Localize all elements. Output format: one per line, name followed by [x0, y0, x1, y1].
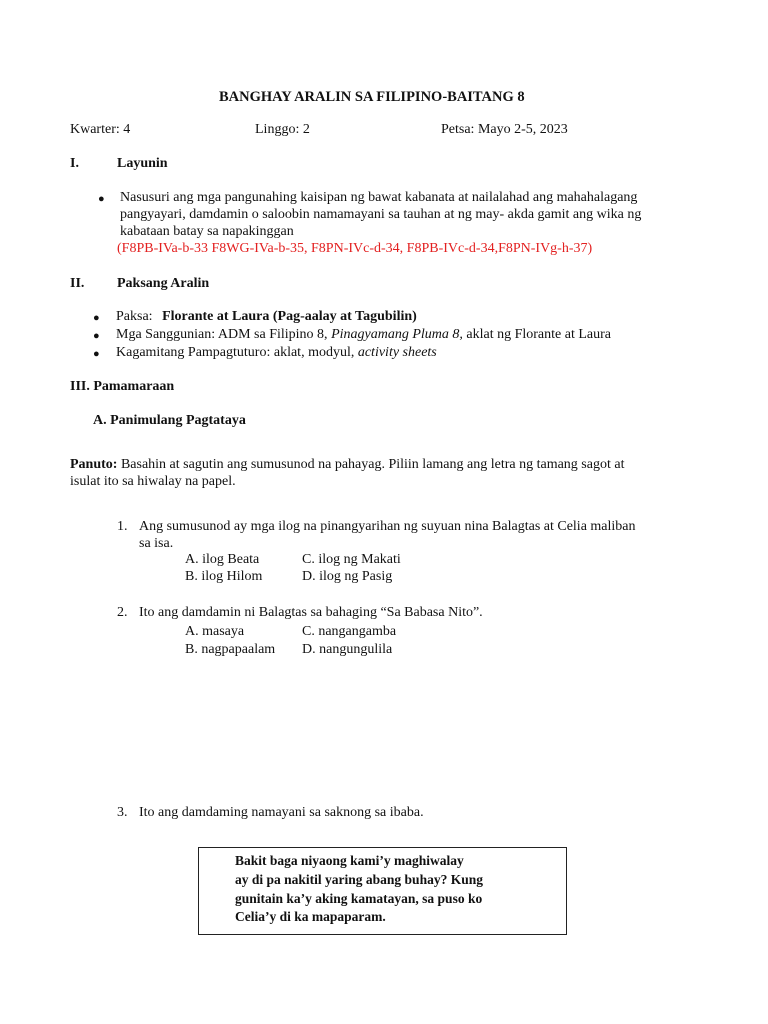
question-3-number: 3.: [117, 805, 128, 820]
poem-line-1: Bakit baga niyaong kami’y maghiwalay: [235, 853, 464, 868]
paksa-label: Paksa:: [116, 309, 153, 324]
paksa-value: Florante at Laura (Pag-aalay at Tagubilin): [162, 309, 417, 324]
poem-line-2: ay di pa nakitil yaring abang buhay? Kung: [235, 872, 483, 887]
question-1-text: Ang sumusunod ay mga ilog na pinangyarihan ng suyuan nina Balagtas at Celia maliban: [139, 519, 636, 534]
bullet-icon: ●: [93, 312, 100, 324]
q2-choice-d: D. nangungulila: [302, 642, 393, 657]
section-2-heading: Paksang Aralin: [117, 276, 210, 291]
poem-line-3: gunitain ka’y aking kamatayan, sa puso ko: [235, 891, 483, 906]
q1-choice-b: B. ilog Hilom: [185, 569, 263, 584]
competency-codes: (F8PB-IVa-b-33 F8WG-IVa-b-35, F8PN-IVc-d-34, F8PB-IVc-d-34,F8PN-IVg-h-37): [117, 241, 593, 256]
question-1-text-cont: sa isa.: [139, 536, 174, 551]
subsection-a-heading: A. Panimulang Pagtataya: [93, 413, 246, 428]
q1-choice-a: A. ilog Beata: [185, 552, 260, 567]
paksa-row: [116, 308, 417, 326]
q1-choice-c: C. ilog ng Makati: [302, 552, 401, 567]
sanggunian-row: [116, 326, 611, 344]
section-2-numeral: II.: [70, 276, 85, 291]
page-title: BANGHAY ARALIN SA FILIPINO-BAITANG 8: [219, 89, 525, 105]
sanggunian-rest: aklat ng Florante at Laura: [462, 327, 611, 342]
question-2-text: Ito ang damdamin ni Balagtas sa bahaging “Sa Babasa Nito”.: [139, 605, 483, 620]
section-3-heading: III. Pamamaraan: [70, 379, 175, 394]
linggo-label: Linggo: 2: [255, 122, 310, 137]
sanggunian-text: Mga Sanggunian: ADM sa Filipino 8,: [116, 327, 332, 342]
objective-line-3: kabataan batay sa napakinggan: [120, 224, 294, 239]
poem-box: [198, 847, 567, 935]
bullet-icon: ●: [93, 348, 100, 360]
panuto-line-2: isulat ito sa hiwalay na papel.: [70, 474, 236, 489]
kwarter-label: Kwarter: 4: [70, 122, 131, 137]
bullet-icon: ●: [93, 330, 100, 342]
panuto-label: Panuto:: [70, 457, 118, 472]
section-1-heading: Layunin: [117, 156, 168, 171]
section-1-numeral: I.: [70, 156, 79, 171]
objective-line-2: pangyayari, damdamin o saloobin namamayani sa tauhan at ng may- akda gamit ang wika ng: [120, 207, 642, 222]
bullet-icon: ●: [98, 193, 105, 205]
q2-choice-b: B. nagpapaalam: [185, 642, 276, 657]
q1-choice-d: D. ilog ng Pasig: [302, 569, 393, 584]
q2-choice-c: C. nangangamba: [302, 624, 397, 639]
petsa-label: Petsa: Mayo 2-5, 2023: [441, 122, 568, 137]
sanggunian-book: Pinagyamang Pluma 8,: [331, 327, 463, 342]
q2-choice-a: A. masaya: [185, 624, 245, 639]
panuto-text: Basahin at sagutin ang sumusunod na pahayag. Piliin lamang ang letra ng tamang sagot at: [117, 457, 625, 472]
question-1-number: 1.: [117, 519, 128, 534]
question-2-number: 2.: [117, 605, 128, 620]
panuto-line-1: [70, 456, 624, 474]
kagamitan-row: [116, 344, 437, 362]
kagamitan-italic: activity sheets: [357, 345, 437, 360]
question-3-text: Ito ang damdaming namayani sa saknong sa ibaba.: [139, 805, 424, 820]
kagamitan-text: Kagamitang Pampagtuturo: aklat, modyul,: [116, 345, 358, 360]
poem-line-4: Celia’y di ka mapaparam.: [235, 909, 386, 924]
objective-line-1: Nasusuri ang mga pangunahing kaisipan ng bawat kabanata at nailalahad ang mahahalagang: [120, 190, 638, 205]
